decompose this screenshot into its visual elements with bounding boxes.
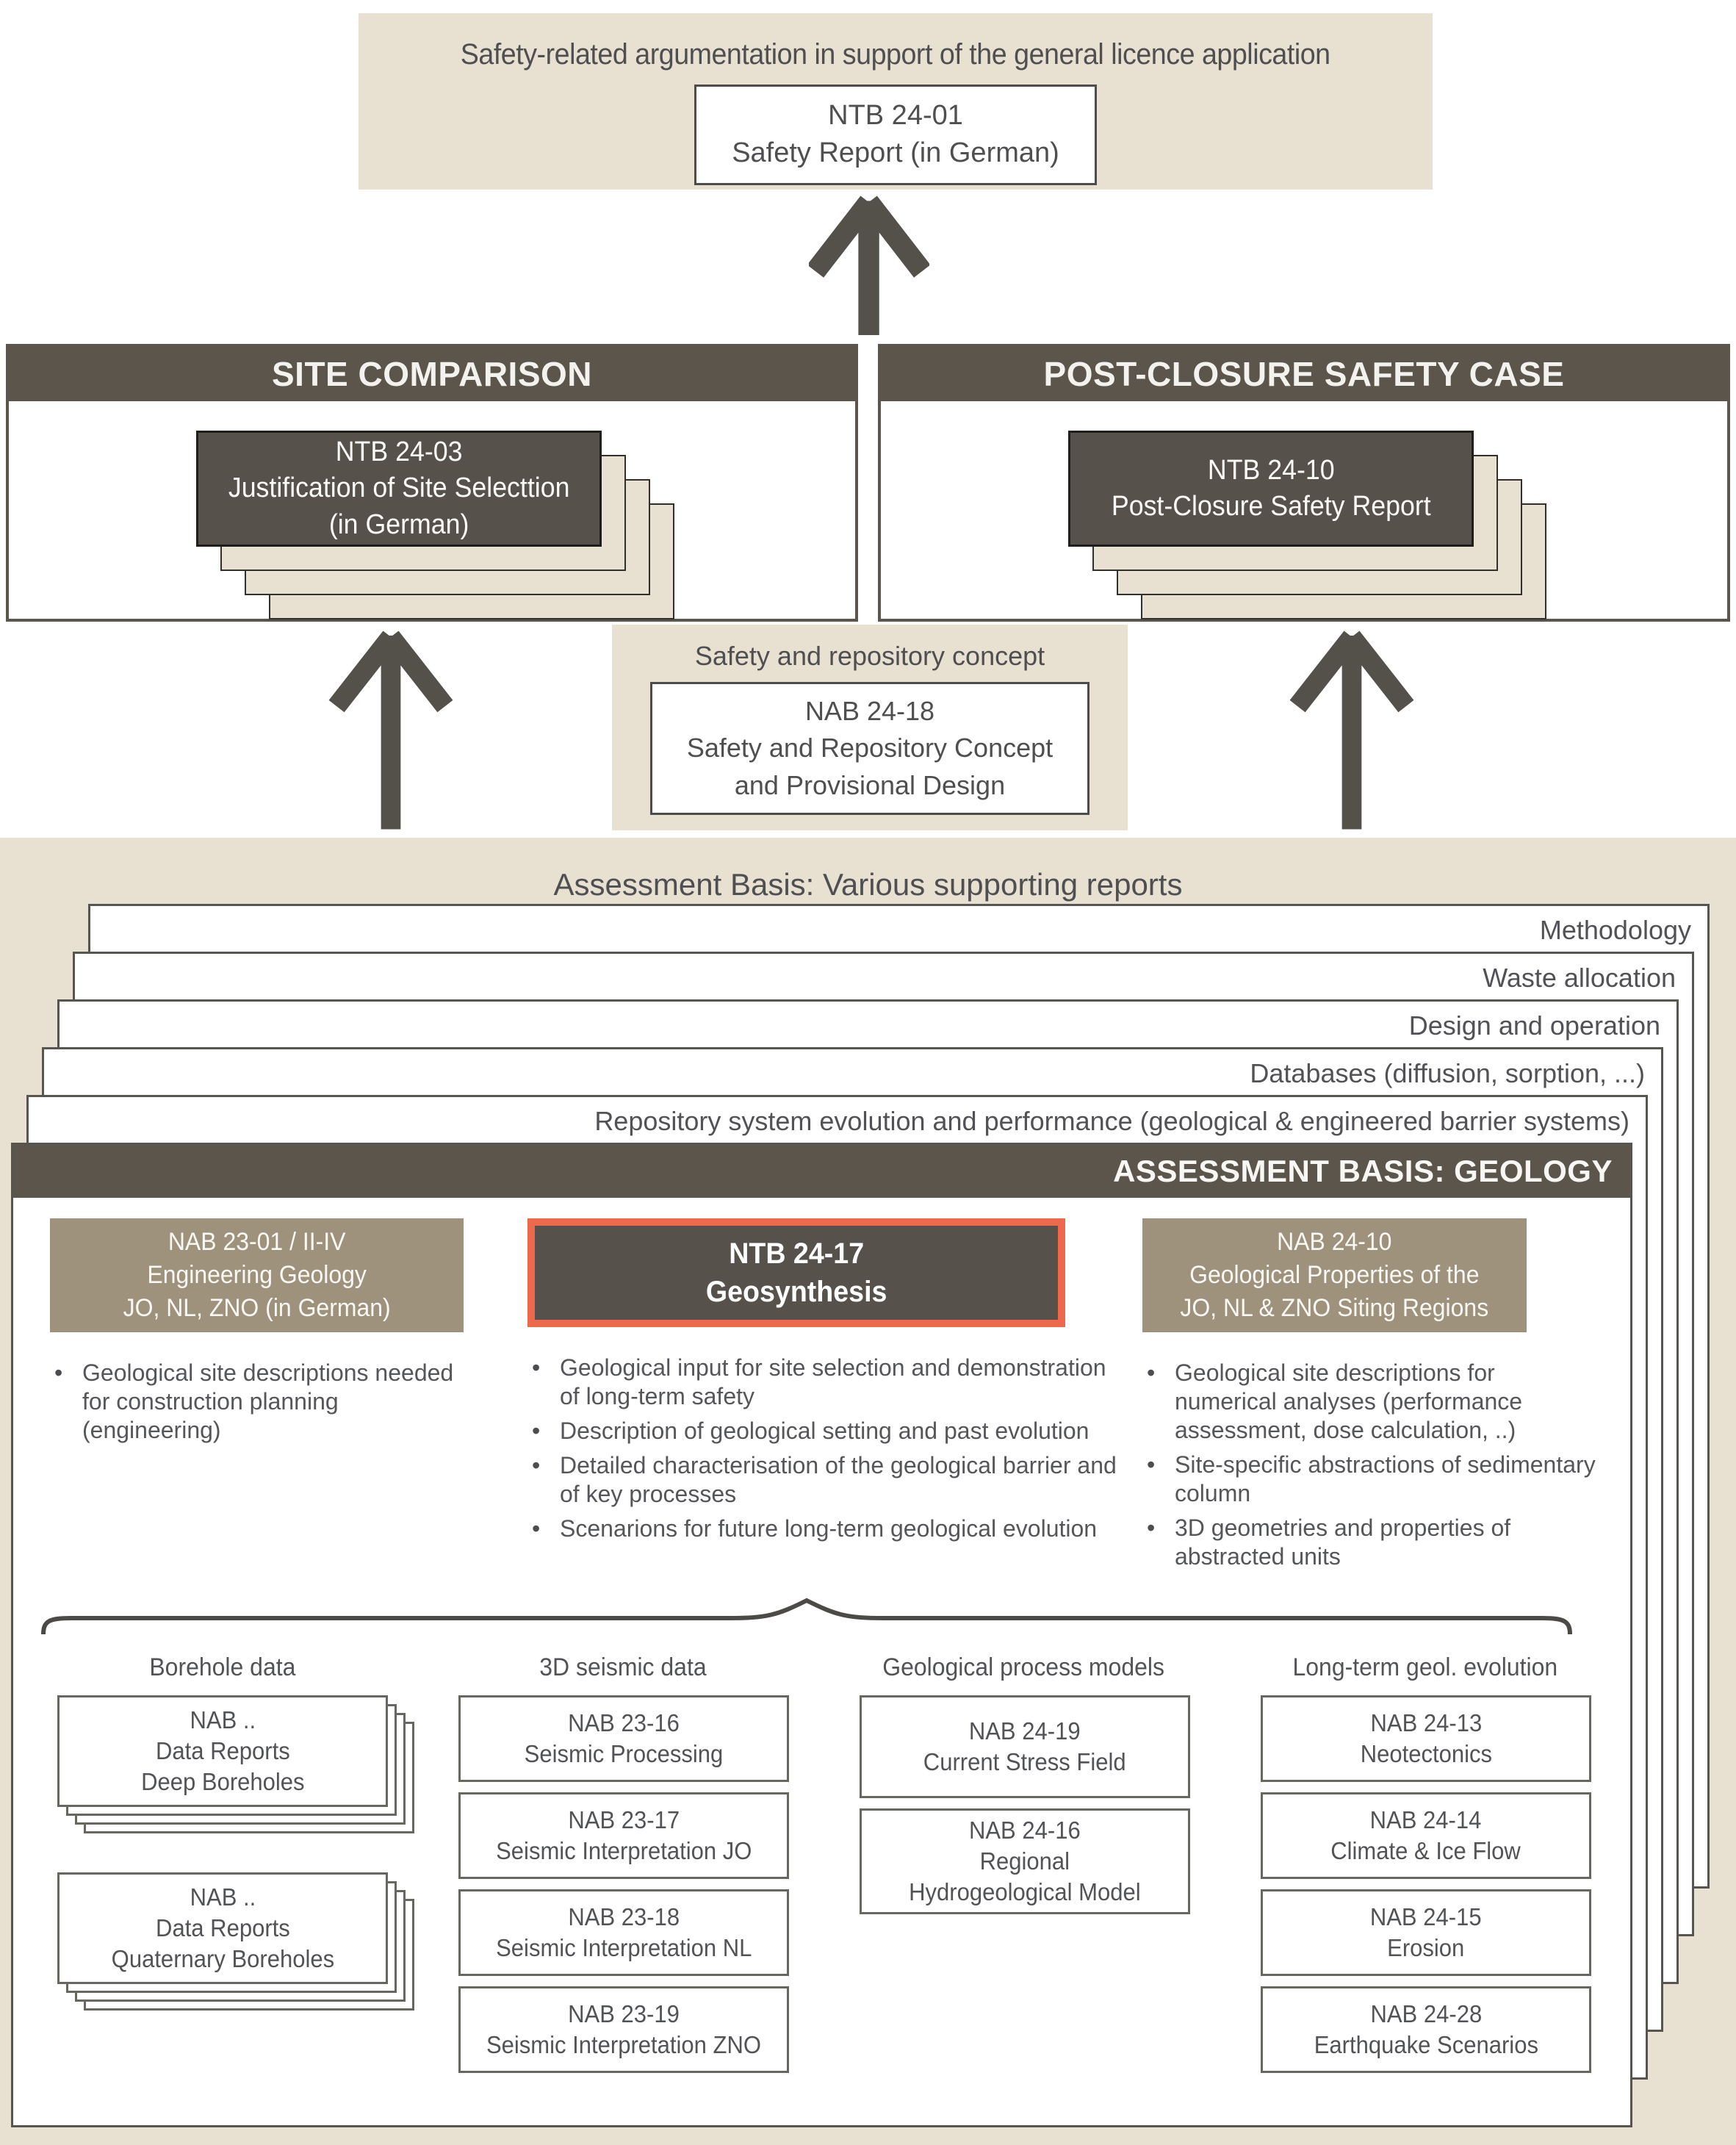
geosynthesis-column (527, 1218, 1130, 1549)
card-code: NAB 23-17 (568, 1806, 680, 1834)
card-code: NAB 24-15 (1370, 1903, 1482, 1931)
report-name-line1: Safety and Repository Concept (686, 733, 1054, 763)
group-header-process-models: Geological process models (882, 1653, 1164, 1681)
card-note: (in German) (328, 509, 469, 540)
bullet-item: • 3D geometries and properties of abstracted units (1142, 1514, 1602, 1571)
sheet-label: Repository system evolution and performance (geological & engineered barrier systems) (594, 1106, 1629, 1136)
card-name: Earthquake Scenarios (1314, 2031, 1538, 2058)
card-name-line1: Geological Properties of the (1189, 1260, 1480, 1289)
card-name-line1: Data Reports (155, 1737, 290, 1765)
site-comparison-header: SITE COMPARISON (9, 347, 855, 401)
bullet-item: • Description of geological setting and past evolution (527, 1417, 1130, 1445)
group-header-borehole: Borehole data (149, 1653, 296, 1681)
bullet-item: • Site-specific abstractions of sedimentary column (1142, 1451, 1602, 1508)
group-header-seismic: 3D seismic data (539, 1653, 707, 1681)
report-cards-grid (57, 1695, 1591, 2073)
card-name: Justification of Site Selecttion (228, 473, 570, 504)
post-closure-card-stack (1068, 431, 1474, 547)
quaternary-boreholes-card (57, 1872, 388, 1984)
card-code: NAB 24-28 (1370, 2000, 1482, 2028)
card-name: Current Stress Field (923, 1748, 1126, 1775)
assessment-basis-panel (0, 838, 1736, 2145)
bullet-item: • Scenarions for future long-term geological evolution (527, 1515, 1130, 1543)
nab-23-16-card (458, 1695, 789, 1782)
card-name-line2: Deep Boreholes (140, 1767, 305, 1795)
card-name: Seismic Processing (524, 1740, 724, 1767)
card-name-line2: JO, NL & ZNO Siting Regions (1180, 1293, 1489, 1322)
ntb-24-10-card (1068, 431, 1474, 547)
up-arrow-icon (809, 193, 929, 339)
borehole-data-column (57, 1695, 388, 1984)
deep-boreholes-card (57, 1695, 388, 1807)
assessment-basis-title: Assessment Basis: Various supporting reports (553, 867, 1183, 902)
licence-application-banner (359, 13, 1433, 190)
card-code: NAB 23-19 (568, 2000, 680, 2028)
geological-properties-column (1142, 1218, 1602, 1577)
bullet-item: • Geological site descriptions needed for construction planning (engineering) (50, 1359, 469, 1445)
nab-24-13-card (1261, 1695, 1591, 1782)
quaternary-boreholes-stack (57, 1872, 388, 1984)
card-code: NAB 24-16 (969, 1817, 1081, 1844)
group-header-long-term: Long-term geol. evolution (1292, 1653, 1558, 1681)
nab-23-01-card (50, 1218, 464, 1332)
report-code: NTB 24-01 (828, 100, 963, 131)
card-name-line1: Engineering Geology (147, 1260, 367, 1289)
card-name-line2: Hydrogeological Model (909, 1878, 1141, 1905)
card-name: Climate & Ice Flow (1330, 1837, 1521, 1864)
process-models-column (860, 1695, 1190, 1914)
site-comparison-card-stack (196, 431, 602, 547)
card-name-line2: JO, NL, ZNO (in German) (123, 1293, 391, 1322)
card-code: NAB 24-14 (1370, 1806, 1482, 1834)
card-code: NAB 24-19 (969, 1717, 1081, 1745)
nab-24-10-card (1142, 1218, 1527, 1332)
deep-boreholes-stack (57, 1695, 388, 1807)
report-code: NAB 24-18 (804, 696, 935, 726)
nab-24-18-report-box (650, 682, 1089, 815)
card-name: Seismic Interpretation ZNO (486, 2031, 762, 2058)
card-code: NAB 23-01 / II-IV (168, 1228, 346, 1256)
report-name: Safety Report (in German) (732, 137, 1059, 169)
card-name: Seismic Interpretation JO (495, 1837, 752, 1864)
nab-24-19-card (860, 1695, 1190, 1798)
nab-23-19-card (458, 1986, 789, 2073)
card-code: NAB 24-10 (1277, 1228, 1392, 1256)
post-closure-header: POST-CLOSURE SAFETY CASE (881, 347, 1727, 401)
engineering-geology-column (50, 1218, 469, 1451)
card-name: Seismic Interpretation NL (495, 1934, 752, 1961)
post-closure-section (878, 344, 1730, 622)
sheet-geology (11, 1143, 1632, 2127)
up-arrow-icon (328, 629, 453, 832)
bullet-list (50, 1359, 469, 1445)
bullet-item: • Detailed characterisation of the geological barrier and of key processes (527, 1451, 1130, 1509)
card-code: NAB 23-16 (568, 1709, 680, 1737)
nab-24-14-card (1261, 1792, 1591, 1879)
card-name: Geosynthesis (705, 1276, 887, 1308)
card-name-line2: Quaternary Boreholes (111, 1944, 334, 1972)
repository-concept-banner (612, 625, 1128, 830)
ntb-24-03-card (196, 431, 602, 547)
card-code: NAB .. (190, 1883, 256, 1911)
card-code: NAB .. (190, 1706, 256, 1734)
report-name-line2: and Provisional Design (734, 769, 1006, 800)
card-name-line1: Data Reports (155, 1914, 290, 1942)
nab-23-17-card (458, 1792, 789, 1879)
card-code: NAB 24-13 (1370, 1709, 1482, 1737)
card-code: NTB 24-17 (729, 1237, 864, 1270)
banner-title-text: Safety-related argumentation in support of the general licence application (461, 38, 1330, 71)
banner-title (359, 38, 1433, 71)
concept-title: Safety and repository concept (694, 641, 1045, 671)
bullet-item: • Geological site descriptions for numerical analyses (performance assessment, dose calculation, ..) (1142, 1359, 1602, 1445)
nab-23-18-card (458, 1889, 789, 1976)
ntb-24-01-report-box (694, 85, 1097, 185)
seismic-data-column (458, 1695, 789, 2073)
ntb-24-17-card (527, 1218, 1065, 1327)
sheet-label: Databases (diffusion, sorption, ...) (1250, 1058, 1645, 1088)
bullet-item: • Geological input for site selection and demonstration of long-term safety (527, 1354, 1130, 1411)
card-name: Post-Closure Safety Report (1111, 491, 1431, 522)
bullet-list (527, 1354, 1130, 1543)
card-code: NTB 24-03 (335, 436, 463, 467)
card-code: NAB 23-18 (568, 1903, 680, 1931)
card-name: Erosion (1387, 1934, 1465, 1961)
nab-24-28-card (1261, 1986, 1591, 2073)
curly-brace-icon (39, 1598, 1574, 1636)
up-arrow-icon (1289, 629, 1414, 832)
nab-24-15-card (1261, 1889, 1591, 1976)
card-name-line1: Regional (979, 1847, 1070, 1875)
site-comparison-section (6, 344, 858, 622)
sheet-label: Design and operation (1408, 1010, 1660, 1041)
geology-sheet-header: ASSESSMENT BASIS: GEOLOGY (13, 1145, 1630, 1198)
card-code: NTB 24-10 (1207, 454, 1335, 486)
long-term-evolution-column (1261, 1695, 1591, 2073)
bullet-list (1142, 1359, 1602, 1571)
card-name: Neotectonics (1360, 1740, 1492, 1767)
nab-24-16-card (860, 1808, 1190, 1914)
sheet-label: Methodology (1539, 915, 1691, 945)
sheet-label: Waste allocation (1483, 963, 1676, 993)
